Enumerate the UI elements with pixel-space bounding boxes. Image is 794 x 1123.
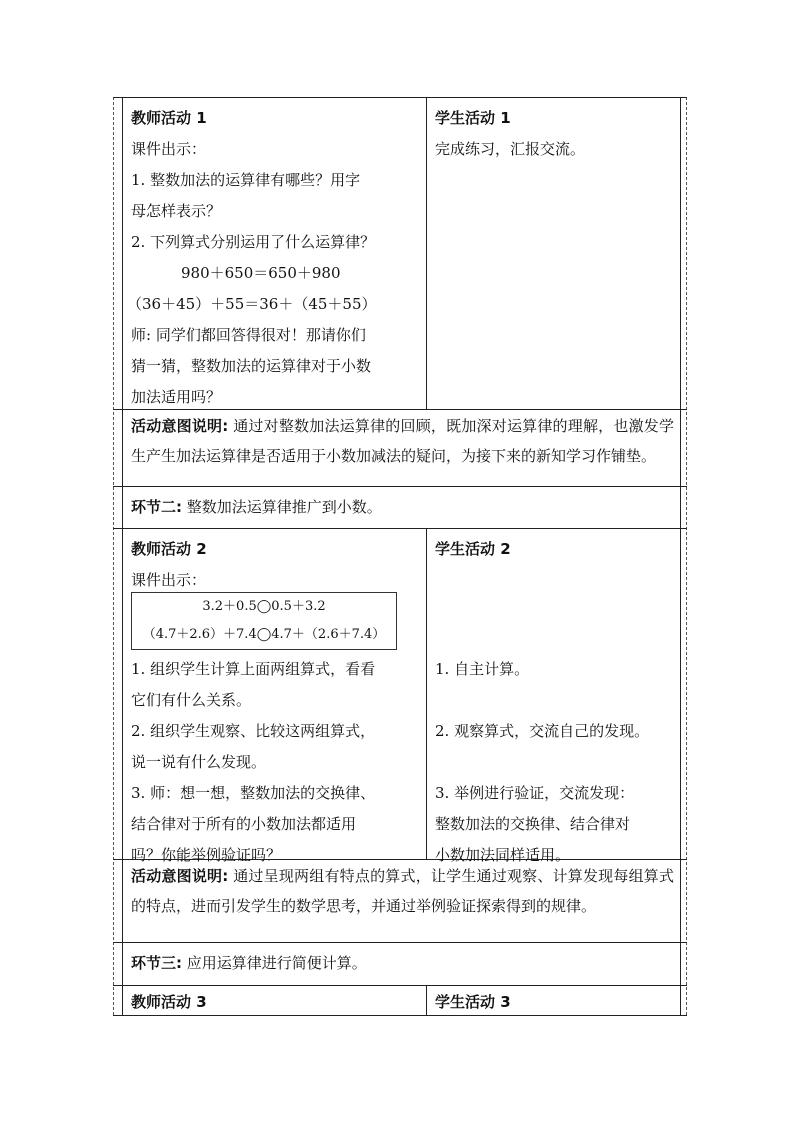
text-line: 母怎样表示？ xyxy=(131,202,222,220)
formula-line: （36＋45）＋55＝36＋（45＋55） xyxy=(127,295,377,313)
student-activity-1-heading: 学生活动 1 xyxy=(435,109,511,127)
text-line: 2. 观察算式，交流自己的发现。 xyxy=(435,722,650,740)
text-line: 完成练习，汇报交流。 xyxy=(435,140,586,158)
student-activity-2-heading: 学生活动 2 xyxy=(435,540,511,558)
text-line: 1. 组织学生计算上面两组算式，看看 xyxy=(131,660,376,678)
text-line: 猜一猜，整数加法的运算律对于小数 xyxy=(131,357,372,375)
intent-text: 通过呈现两组有特点的算式，让学生通过观察、计算发现每组算式的特点，进而引发学生的数学思考，并通过举例验证探索得到的规律。 xyxy=(131,867,675,915)
text-line: 1. 自主计算。 xyxy=(435,660,530,678)
teacher-activity-1 xyxy=(123,99,426,413)
text-line: 小数加法同样适用。 xyxy=(435,846,571,864)
teacher-activity-2 xyxy=(123,530,426,596)
text-line: 课件出示： xyxy=(131,571,207,589)
section-label: 环节二: xyxy=(131,498,182,516)
section-three xyxy=(123,944,680,979)
section-text: 应用运算律进行简便计算。 xyxy=(182,954,367,972)
text-line: 结合律对于所有的小数加法都适用 xyxy=(131,815,357,833)
teacher-activity-3 xyxy=(123,983,426,1018)
text-line: 它们有什么关系。 xyxy=(131,691,252,709)
activity-intent-2 xyxy=(123,859,680,921)
right-inner-border xyxy=(680,97,681,1015)
student-activity-2-steps xyxy=(427,650,680,871)
text-line: 师: 同学们都回答得很对！那请你们 xyxy=(131,326,366,344)
text-line: 1. 整数加法的运算律有哪些？用字 xyxy=(131,171,361,189)
top-border xyxy=(113,97,687,98)
formula-line: （4.7＋2.6）＋7.4◯4.7＋（2.6＋7.4） xyxy=(142,627,386,642)
section-two xyxy=(123,488,680,523)
student-activity-3 xyxy=(427,983,680,1018)
teacher-activity-2-steps xyxy=(123,650,426,871)
teacher-activity-2-heading: 教师活动 2 xyxy=(131,540,207,558)
text-line: 3. 举例进行验证，交流发现： xyxy=(435,784,635,802)
text-line: 2. 下列算式分别运用了什么运算律？ xyxy=(131,233,376,251)
intent-label: 活动意图说明: xyxy=(131,867,229,885)
text-line: 2. 组织学生观察、比较这两组算式， xyxy=(131,722,376,740)
text-line: 加法适用吗？ xyxy=(131,388,222,406)
student-activity-2 xyxy=(427,530,680,565)
intent-label: 活动意图说明: xyxy=(131,417,229,435)
formula-line: 3.2＋0.5◯0.5＋3.2 xyxy=(202,599,326,614)
teacher-activity-3-heading: 教师活动 3 xyxy=(131,993,207,1011)
row-divider xyxy=(113,528,687,529)
text-line: 整数加法的交换律、结合律对 xyxy=(435,815,631,833)
student-activity-3-heading: 学生活动 3 xyxy=(435,993,511,1011)
section-label: 环节三: xyxy=(131,954,182,972)
row-divider xyxy=(113,942,687,943)
left-border xyxy=(113,97,114,1015)
teacher-activity-1-heading: 教师活动 1 xyxy=(131,109,207,127)
text-line: 说一说有什么发现。 xyxy=(131,753,267,771)
formula-box xyxy=(131,592,397,650)
text-line: 吗？你能举例验证吗？ xyxy=(131,846,282,864)
row-divider xyxy=(113,486,687,487)
activity-intent-1 xyxy=(123,409,680,471)
intent-text: 通过对整数加法运算律的回顾，既加深对运算律的理解，也激发学生产生加法运算律是否适用于小数加减法的疑问，为接下来的新知学习作铺垫。 xyxy=(131,417,675,465)
text-line: 课件出示： xyxy=(131,140,207,158)
formula-line: 980＋650＝650＋980 xyxy=(181,264,341,282)
student-activity-1 xyxy=(427,99,680,165)
text-line: 3. 师：想一想，整数加法的交换律、 xyxy=(131,784,376,802)
section-text: 整数加法运算律推广到小数。 xyxy=(182,498,382,516)
right-border xyxy=(686,97,687,1015)
